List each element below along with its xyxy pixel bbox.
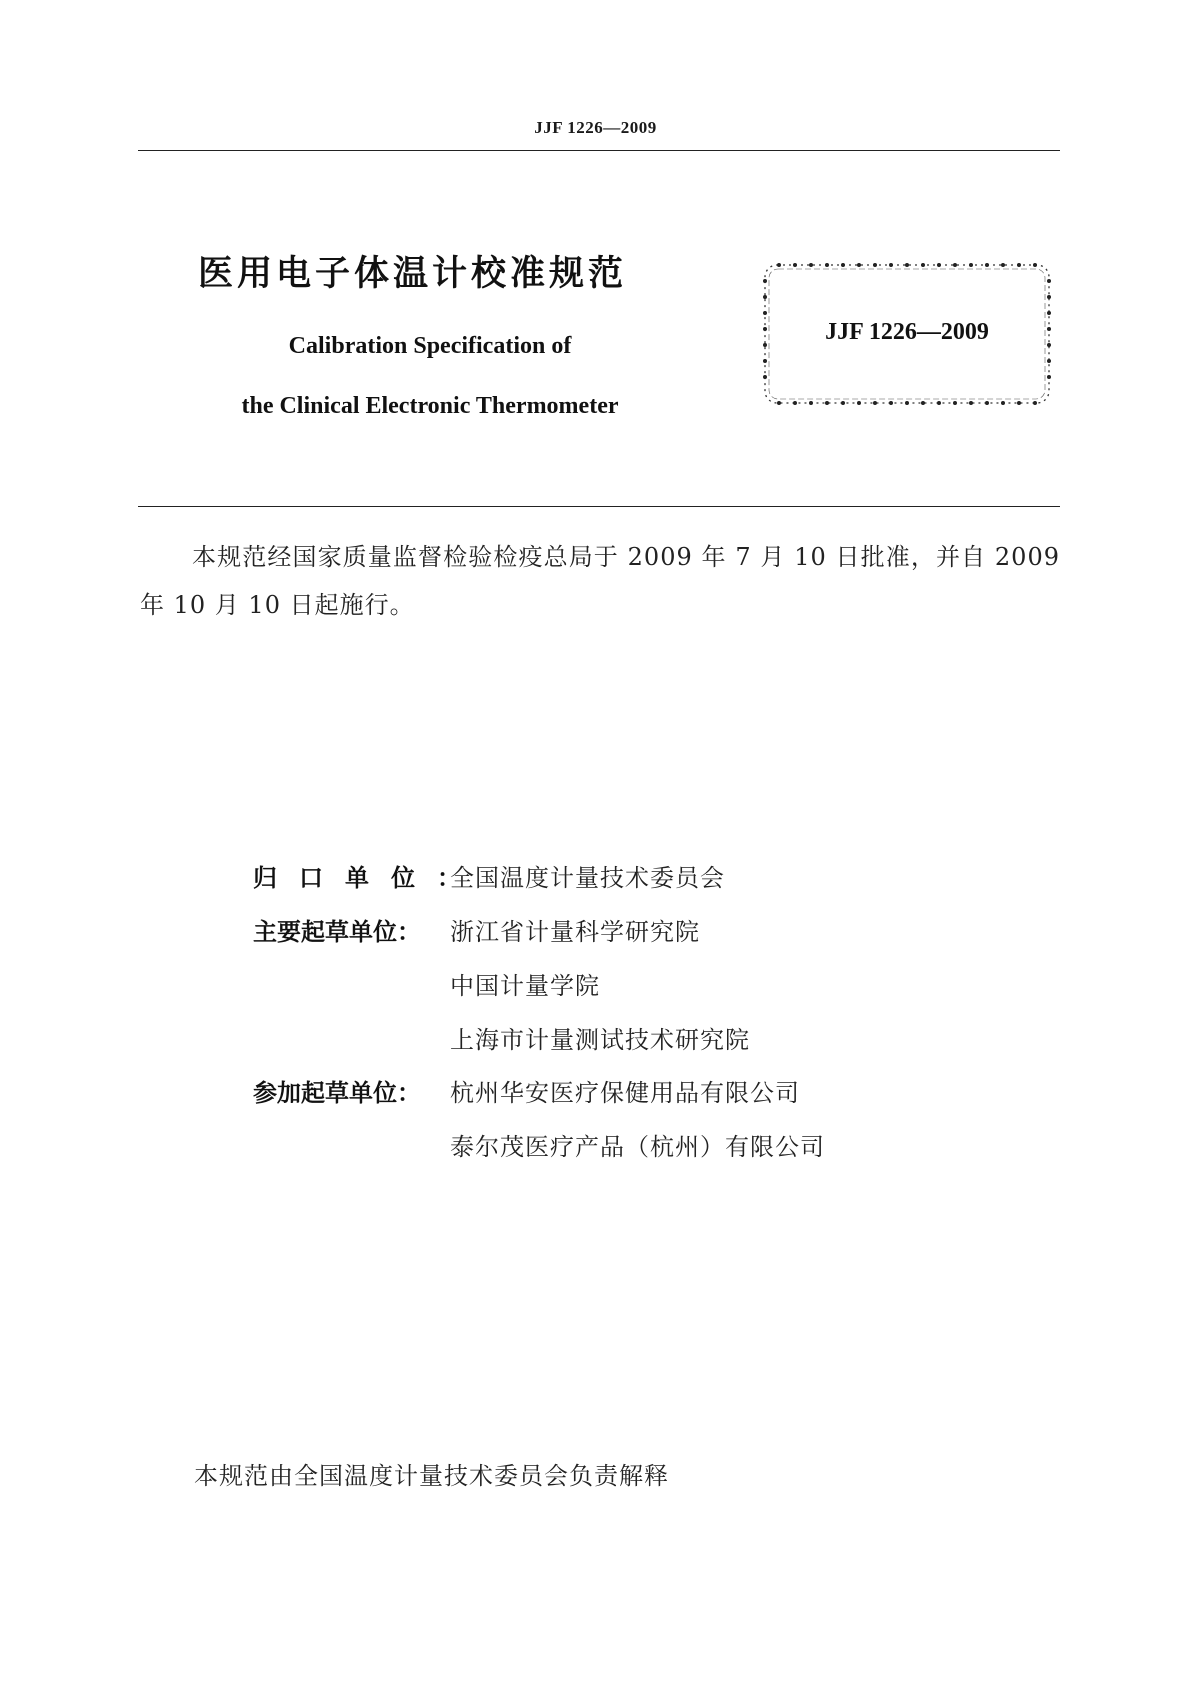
participating-drafters-label: 参加起草单位：: [253, 1079, 421, 1107]
title-chinese: 医用电子体温计校准规范: [198, 254, 628, 294]
main-drafters-label: 主要起草单位：: [253, 918, 421, 946]
responsible-unit-label: 归口单位：: [253, 864, 483, 892]
participating-drafter-item: 泰尔茂医疗产品（杭州）有限公司: [450, 1133, 825, 1161]
section-rule: [138, 506, 1060, 507]
header-standard-code: JJF 1226—2009: [534, 118, 657, 137]
responsible-unit-value: 全国温度计量技术委员会: [450, 864, 725, 892]
standard-code: JJF 1226—2009: [825, 319, 989, 345]
title-english-line1: Calibration Specification of: [288, 333, 572, 359]
main-drafter-item: 浙江省计量科学研究院: [450, 918, 700, 946]
main-drafter-item: 中国计量学院: [450, 972, 600, 1000]
approval-paragraph: 本规范经国家质量监督检验检疫总局于 2009 年 7 月 10 日批准，并自 2009 年 10 月 10 日起施行。: [140, 543, 1060, 619]
participating-drafter-item: 杭州华安医疗保健用品有限公司: [450, 1079, 800, 1107]
main-drafter-item: 上海市计量测试技术研究院: [450, 1026, 750, 1054]
standard-code-box: [761, 261, 1053, 407]
title-english-line2: the Clinical Electronic Thermometer: [241, 393, 619, 419]
interpretation-note: 本规范由全国温度计量技术委员会负责解释: [194, 1462, 669, 1490]
header-rule: [138, 150, 1060, 151]
